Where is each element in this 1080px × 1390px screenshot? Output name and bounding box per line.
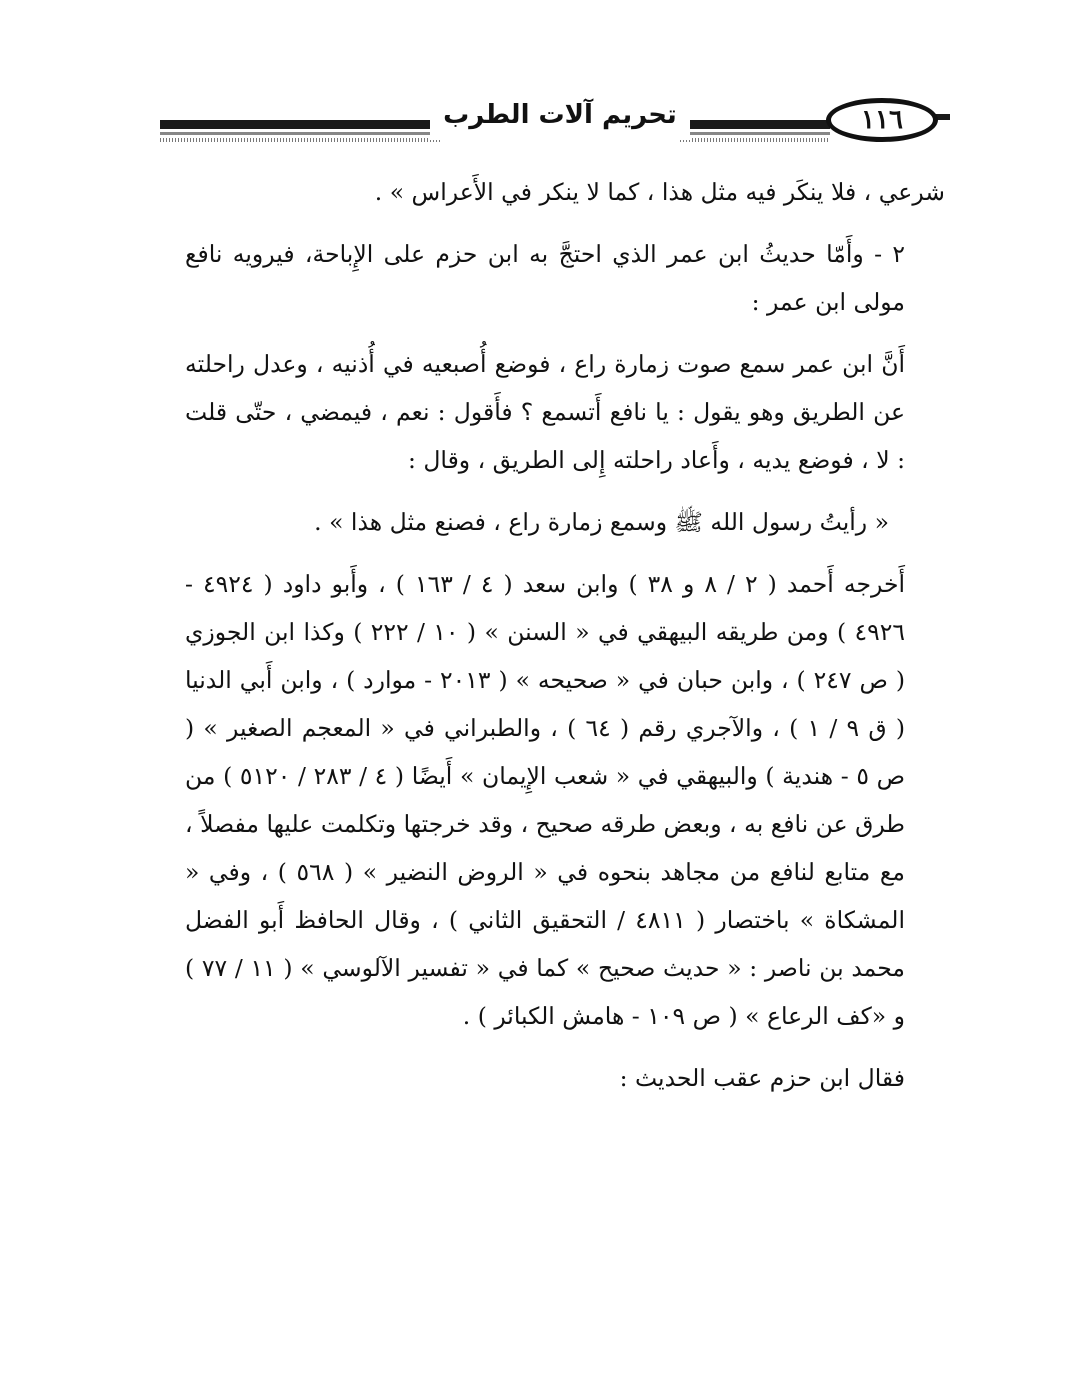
header-rule-middle-thin: [680, 132, 830, 135]
header-rule-middle: [680, 120, 830, 129]
header-rule-middle-dots: [680, 138, 830, 142]
paragraph-1: شرعي ، فلا ينكَر فيه مثل هذا ، كما لا ينكر في الأَعراس » .: [374, 178, 945, 206]
header-rule-left-dots: [160, 138, 440, 142]
page-number: ١١٦: [826, 98, 938, 142]
paragraph-4-hadith: « رأيتُ رسول الله ﷺ وسمع زمارة راع ، فصنع مثل هذا » .: [314, 508, 889, 536]
paragraph-6: فقال ابن حزم عقب الحديث :: [619, 1064, 905, 1092]
running-title: تحريم آلات الطرب: [430, 100, 690, 140]
paragraph-3-quote: أَنَّ ابن عمر سمع صوت زمارة راع ، فوضع أُصبعيه في أُذنيه ، وعدل راحلته عن الطريق وهو يقول : يا نافع أَتسمع ؟ فأَقول : نعم ، فيمضي ، حتّى قلت : لا ، فوضع يديه ، وأَعاد راحلته إِلى الطريق ، وقال :: [185, 350, 905, 474]
paragraph-5-takhrij: أَخرجه أَحمد ( ٢ / ٨ و ٣٨ ) وابن سعد ( ٤ / ١٦٣ ) ، وأَبو داود ( ٤٩٢٤ - ٤٩٢٦ ) ومن طريقه البيهقي في « السنن » ( ١٠ / ٢٢٢ ) وكذا ابن الجوزي ( ص ٢٤٧ ) ، وابن حبان في « صحيحه » ( ٢٠١٣ - موارد ) ، وابن أَبي الدنيا ( ق ٩ / ١ ) ، والآجري رقم ( ٦٤ ) ، والطبراني في « المعجم الصغير » ( ص ٥ - هندية ) والبيهقي في « شعب الإِيمان » أَيضًا ( ٤ / ٢٨٣ / ٥١٢٠ ) من طرق عن نافع به ، وبعض طرقه صحيح ، وقد خرجتها وتكلمت عليها مفصلاً ، مع متابع لنافع من مجاهد بنحوه في « الروض النضير » ( ٥٦٨ ) ، وفي « المشكاة » باختصار ( ٤٨١١ / التحقيق الثاني ) ، وقال الحافظ أَبو الفضل محمد بن ناصر : « حديث صحيح » كما في « تفسير الآلوسي » ( ١١ / ٧٧ ) و «كف الرعاع » ( ص ١٠٩ - هامش الكبائر ) .: [185, 570, 906, 1030]
header-rule-left: [160, 120, 440, 129]
page-body: [185, 168, 945, 1102]
running-header: [160, 92, 950, 152]
header-rule-left-thin: [160, 132, 440, 135]
paragraph-2: ٢ - وأَمّا حديثُ ابن عمر الذي احتجَّ به ابن حزم على الإِباحة، فيرويه نافع مولى ابن عمر :: [185, 240, 905, 316]
